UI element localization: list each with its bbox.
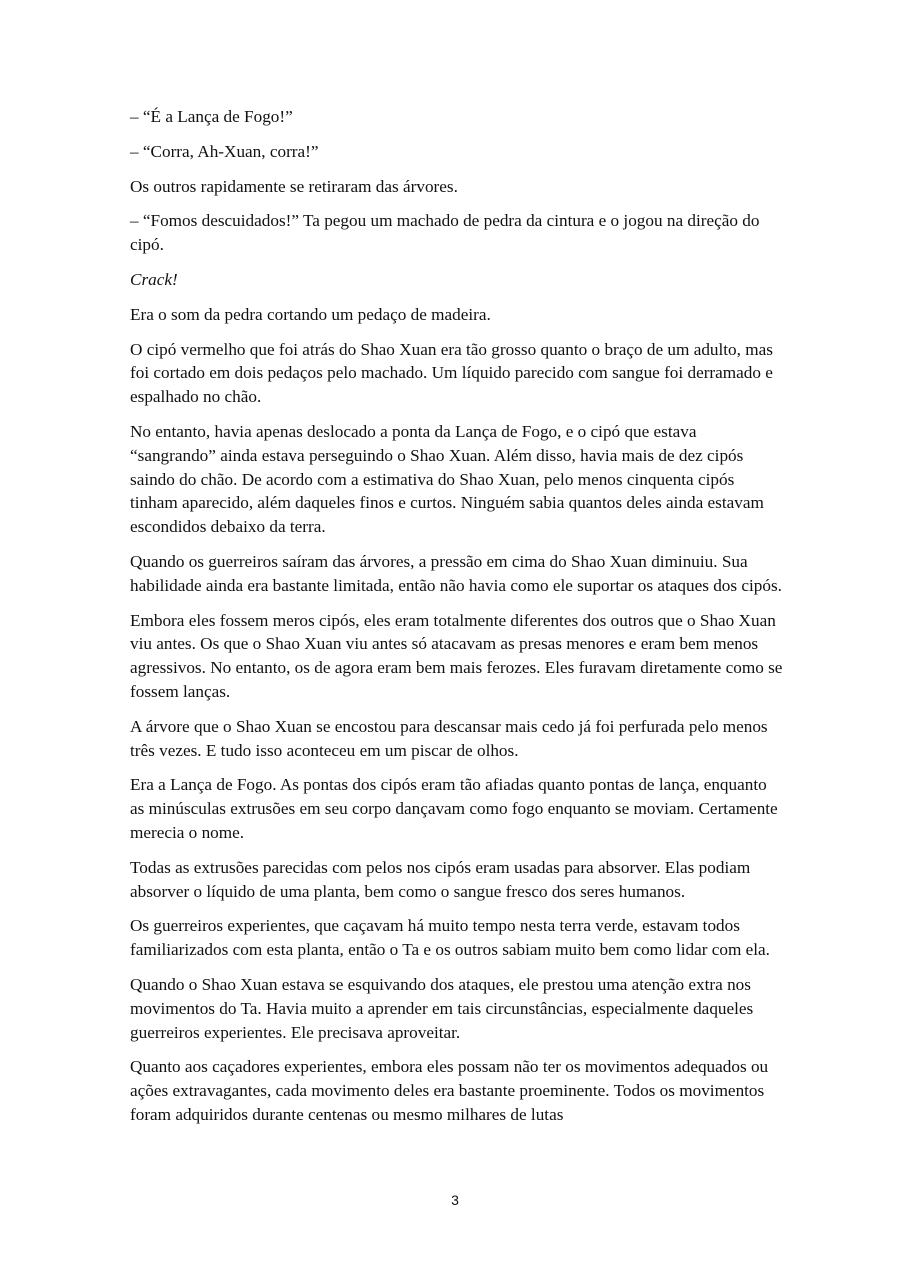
paragraph: Embora eles fossem meros cipós, eles eram totalmente diferentes dos outros que o Shao Xuan viu antes. Os que o Shao Xuan viu antes só atacavam as presas menores e eram bem menos agressivos. No entanto, os de agora eram bem mais ferozes. Eles furavam diretamente como se fossem lanças. bbox=[130, 610, 783, 701]
paragraph: A árvore que o Shao Xuan se encostou para descansar mais cedo já foi perfurada pelo menos três vezes. E tudo isso aconteceu em um piscar de olhos. bbox=[130, 716, 768, 760]
paragraph: – “É a Lança de Fogo!” bbox=[130, 107, 293, 126]
page-number: 3 bbox=[451, 1192, 459, 1208]
paragraph: Quando o Shao Xuan estava se esquivando dos ataques, ele prestou uma atenção extra nos movimentos do Ta. Havia muito a aprender em tais circunstâncias, especialmente daqueles guerreiros experientes. Ele precisava aproveitar. bbox=[130, 974, 754, 1042]
body-text bbox=[130, 105, 785, 1138]
paragraph-sound-effect: Crack! bbox=[130, 269, 178, 289]
paragraph: O cipó vermelho que foi atrás do Shao Xuan era tão grosso quanto o braço de um adulto, mas foi cortado em dois pedaços pelo machado. Um líquido parecido com sangue foi derramado e espalhado no chão. bbox=[130, 339, 773, 407]
paragraph: Todas as extrusões parecidas com pelos nos cipós eram usadas para absorver. Elas podiam absorver o líquido de uma planta, bem como o sangue fresco dos seres humanos. bbox=[130, 857, 751, 901]
paragraph: Era o som da pedra cortando um pedaço de madeira. bbox=[130, 304, 491, 324]
paragraph: Os outros rapidamente se retiraram das árvores. bbox=[130, 176, 458, 196]
paragraph: Os guerreiros experientes, que caçavam há muito tempo nesta terra verde, estavam todos familiarizados com esta planta, então o Ta e os outros sabiam muito bem como lidar com ela. bbox=[130, 916, 770, 960]
paragraph: No entanto, havia apenas deslocado a ponta da Lança de Fogo, e o cipó que estava “sangrando” ainda estava perseguindo o Shao Xuan. Além disso, havia mais de dez cipós saindo do chão. De acordo com a estimativa do Shao Xuan, pelo menos cinquenta cipós tinham aparecido, além daqueles finos e curtos. Ninguém sabia quantos deles ainda estavam escondidos debaixo da terra. bbox=[130, 421, 764, 537]
paragraph: Era a Lança de Fogo. As pontas dos cipós eram tão afiadas quanto pontas de lança, enquanto as minúsculas extrusões em seu corpo dançavam como fogo enquanto se moviam. Certamente merecia o nome. bbox=[130, 775, 778, 842]
paragraph: – “Fomos descuidados!” Ta pegou um machado de pedra da cintura e o jogou na direção do cipó. bbox=[130, 211, 760, 255]
paragraph: – “Corra, Ah-Xuan, corra!” bbox=[130, 141, 319, 161]
paragraph: Quanto aos caçadores experientes, embora eles possam não ter os movimentos adequados ou ações extravagantes, cada movimento deles era bastante proeminente. Todos os movimentos foram adquiridos durante centenas ou mesmo milhares de lutas bbox=[130, 1057, 769, 1124]
paragraph: Quando os guerreiros saíram das árvores, a pressão em cima do Shao Xuan diminuiu. Sua habilidade ainda era bastante limitada, então não havia como ele suportar os ataques dos cipós. bbox=[130, 551, 782, 595]
